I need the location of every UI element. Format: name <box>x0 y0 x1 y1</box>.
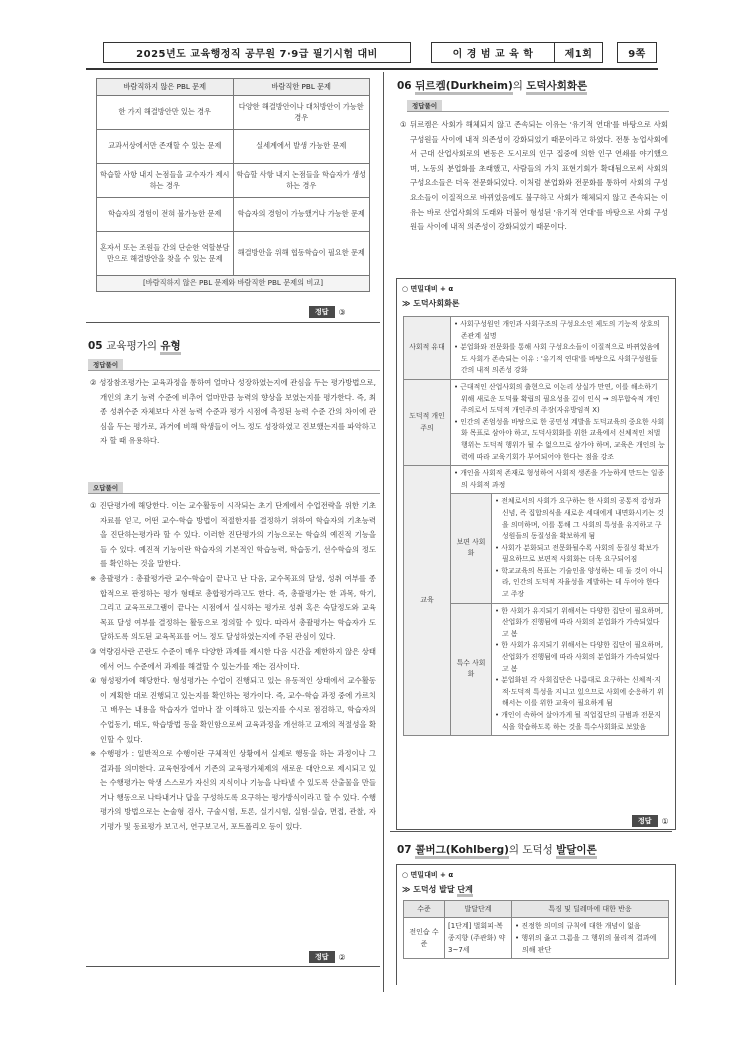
table-cell: 다양한 해결방안이나 대처방안이 가능한 경우 <box>233 96 370 130</box>
list-item: • 분업화된 각 사회집단은 나름대로 요구하는 신체적·지적·도덕적 특성을 지니고 있으므로 사회에 순응하기 위해서는 이를 위한 교육이 필요하게 됨 <box>495 676 664 708</box>
wrong-explanation-pill: 오답풀이 <box>88 482 123 493</box>
question-number: 05 <box>88 340 103 352</box>
answer-tag: 정답 <box>309 306 335 318</box>
correct-explanation-pill: 정답풀이 <box>88 359 123 370</box>
table-header: 특징 및 딜레마에 대한 반응 <box>512 901 669 918</box>
supplement-title-emphasis: 단계 <box>457 885 472 897</box>
answer-badge-q04 <box>309 306 346 318</box>
list-item: • 행위의 옳고 그름을 그 행위의 물리적 결과에 의해 판단 <box>515 934 657 954</box>
table-caption: [바람직하지 않은 PBL 문제와 바람직한 PBL 문제의 비교] <box>97 276 370 292</box>
table-cell: 해결방안을 위해 협동학습이 필요한 문제 <box>233 232 370 276</box>
question-07-title <box>397 842 597 857</box>
answer-number: ② <box>338 952 346 962</box>
theorist-name: 뒤르켐(Durkheim) <box>415 80 513 95</box>
explanation-item: ③ 역량검사란 곤란도 수준이 매우 다양한 과제를 제시한 다음 시간을 제한하지 않은 상태에서 어느 수준에서 과제를 해결할 수 있는가를 재는 검사이다. <box>90 646 376 671</box>
table-cell <box>451 466 669 494</box>
table-header: 수준 <box>404 901 445 918</box>
feature-cell <box>512 918 669 959</box>
explanation-item: ① 진단평가에 해당한다. 이는 교수활동이 시작되는 초기 단계에서 수업전략을 위한 기초자료를 얻고, 어떤 교수-학습 방법이 적절한지를 결정하기 위하여 학습자의 기초능력을 진단하는평가라 할 수 있다. 이러한 진단평가의 기능으로는 학습의 예진적 기능을 들 수 있다. 예진적 기능이란 학습자의 기본적인 학습능력, 학습동기, 선수학습의 정도를 확인하는 것을 말한다. <box>90 501 376 569</box>
supplement-title-text: ≫ 도덕성 발달 <box>402 885 458 894</box>
answer-tag: 정답 <box>632 815 658 827</box>
supplement-header: ○ 면밀대비 + α <box>402 285 454 293</box>
table-row <box>97 96 370 130</box>
list-item: • 학교교육의 목표는 기술인을 양성하는 데 둘 것이 아니라, 인간의 도덕적 자율성을 계발하는 데 두어야 한다고 주장 <box>495 566 664 599</box>
table-cell <box>451 317 669 380</box>
table-row <box>404 317 669 380</box>
table-caption-row <box>97 276 370 292</box>
table-header: 발달단계 <box>445 901 512 918</box>
correct-explanation <box>90 376 376 449</box>
supplement-title: ≫ 도덕사회화론 <box>402 299 460 308</box>
list-item: • 근대적인 산업사회의 출현으로 이논리 상실가 만연, 이를 해소하기 위해 새로운 도덕률 확립의 필요성을 깊이 인식 → 의무합숙적 개인주의로서 도덕적 개인주의 주장(자유방임적 X) <box>454 382 660 415</box>
table-row <box>97 164 370 198</box>
supplement-title <box>402 884 473 895</box>
table-row <box>404 379 669 465</box>
question-title-emphasis: 도덕사회화론 <box>526 80 587 95</box>
question-number: 06 <box>397 80 412 92</box>
correct-explanation <box>400 118 668 235</box>
question-number: 07 <box>397 844 412 856</box>
question-title-emphasis: 유형 <box>160 340 180 355</box>
pill-rule <box>88 493 380 494</box>
pill-rule <box>407 111 669 112</box>
question-06-title <box>397 78 587 93</box>
header-rule <box>86 68 658 70</box>
pbl-comparison-table <box>96 78 370 292</box>
row-label: 특수 사회화 <box>451 603 492 736</box>
question-title: 의 도덕성 <box>508 844 557 856</box>
answer-number: ③ <box>338 307 346 317</box>
exam-title: 2025년도 교육행정직 공무원 7·9급 필기시험 대비 <box>103 42 411 63</box>
correct-explanation-pill: 정답풀이 <box>407 100 442 111</box>
explanation-text: ① 뒤르켐은 사회가 해체되지 않고 존속되는 이유는 '유기적 연대'를 바탕으로 사회구성원들 사이에 내적 의존성이 강화되었기 때문이라고 하였다. 전통 농업사회에서 근대 산업사회로의 변동은 도시로의 인구 집중에 의한 인구 연쇄를 야기했으며, 노동의 분업화를 초래했고, 사람들의 가치 표현기회가 확대됨으로써 사회의 구성요소들은 더욱 전문화되었다. 이처럼 분업화와 전문화를 통하여 사회의 구성요소들이 이질적으로 바뀌었음에도 불구하고 사회가 해체되지 않고 존속되는 이유는 바로 산업사회의 도래와 더불어 형성된 '유기적 연대'를 바탕으로 사회 구성원들 사이에 내적 의존성이 강화되었기 때문이다. <box>400 120 668 232</box>
answer-badge-q06 <box>632 815 669 827</box>
table-cell: 실세계에서 발생 가능한 문제 <box>233 130 370 164</box>
list-item: • 개인이 속하여 살아가게 될 직업집단의 규범과 전문지식을 학습하도록 하는 것을 특수사회화로 보았음 <box>495 711 661 731</box>
table-header-row <box>97 79 370 96</box>
question-title: 교육평가의 <box>106 340 161 352</box>
level-cell: 전인습 수준 <box>404 918 445 959</box>
moral-socialization-table <box>403 316 669 736</box>
list-item: • 인간의 존엄성을 바탕으로 한 공민성 계발을 도덕교육의 중요한 사회화 목표로 삼아야 하고, 도덕사회화를 위한 교육에서 신체적인 처벌행위는 도덕적 행위가 될 수 없으므로 삼가야 하며, 교육은 개인의 능력에 따라 교육기회가 부여되어야 한다는 점을 강조 <box>454 417 665 461</box>
row-label: 교육 <box>404 466 451 736</box>
page-number: 9쪽 <box>617 42 657 63</box>
list-item: • 개인을 사회적 존재로 형성하여 사회적 생존을 가능하게 만드는 일종의 사회적 과정 <box>454 469 665 489</box>
table-cell: 학습자의 경험이 전혀 불가능한 문제 <box>97 198 234 232</box>
list-item: • 전체로서의 사회가 요구하는 한 사회의 공통적 감성과 신념, 즉 집합의식을 새로운 세대에게 내면화시키는 것을 의미하며, 이를 통해 그 사회의 특성을 유지하고 구성원들의 동질성을 확보하게 됨 <box>495 497 664 541</box>
supplement-header: ○ 면밀대비 + α <box>402 871 454 879</box>
theorist-name: 콜버그(Kohlberg) <box>415 844 509 859</box>
table-cell: 혼자서 또는 조원들 간의 단순한 역할분담만으로 해결방안을 찾을 수 있는 문제 <box>97 232 234 276</box>
answer-tag: 정답 <box>309 951 335 963</box>
table-cell: 한 가지 해결방안만 있는 경우 <box>97 96 234 130</box>
question-title: 의 <box>512 80 527 92</box>
table-row <box>404 466 669 494</box>
column-divider <box>383 72 384 992</box>
kohlberg-stage-table <box>403 900 669 959</box>
list-item: • 한 사회가 유지되기 위해서는 다양한 집단이 필요하며, 산업화가 진행됨에 따라 사회의 분업화가 가속되었다고 봄 <box>495 606 664 638</box>
section-divider <box>86 322 380 323</box>
list-item: • 사회가 분화되고 전문화될수록 사회의 동질성 확보가 필요하므로 보편적 사회화는 더욱 요구되어짐 <box>495 543 659 564</box>
table-cell: 학습할 사항 내지 논점들을 교수자가 제시하는 경우 <box>97 164 234 198</box>
row-label: 보편 사회화 <box>451 494 492 603</box>
table-cell: 교과서상에서만 존재할 수 있는 문제 <box>97 130 234 164</box>
list-item: • 한 사회가 유지되기 위해서는 다양한 집단이 필요하며, 산업화가 진행됨에 따라 사회의 분업화가 가속되었다고 봄 <box>495 641 664 673</box>
session-label: 제1회 <box>555 42 603 63</box>
table-cell: 학습할 사항 내지 논점들을 학습자가 생성하는 경우 <box>233 164 370 198</box>
table-header: 바람직하지 않은 PBL 문제 <box>97 79 234 96</box>
author-label: 이 경 범 교 육 학 <box>431 42 555 63</box>
section-divider <box>86 966 380 967</box>
table-cell <box>451 379 669 465</box>
answer-number: ① <box>661 816 669 826</box>
row-label: 사회적 유대 <box>404 317 451 380</box>
table-row <box>97 130 370 164</box>
pill-rule <box>88 370 380 371</box>
section-divider <box>390 831 672 832</box>
wrong-explanation <box>90 499 376 835</box>
explanation-text: ② 성장참조평가는 교육과정을 통하여 얼마나 성장하였는지에 관심을 두는 평가방법으로, 개인의 초기 능력 수준에 비추어 얼마만큼 능력의 향상을 보였는지를 평가한다. 즉, 최종 성취수준 자체보다 사전 능력 수준과 평가 시점에 측정된 능력 수준 간의 차이에 관심을 두는 평가로, 과거에 비해 학생들이 어느 정도 성장하였고 진보했는지를 파악하고자 할 때 유용하다. <box>90 378 376 446</box>
table-cell <box>492 494 669 603</box>
table-row <box>404 918 669 959</box>
table-header-row <box>404 901 669 918</box>
table-row <box>97 232 370 276</box>
list-item: • 사회구성원인 개인과 사회구조의 구성요소인 제도의 기능적 상호의존관계 설명 <box>454 320 660 340</box>
table-header: 바람직한 PBL 문제 <box>233 79 370 96</box>
stage-cell: [1단계] 벌회피·복종지향 (주관화) 약 3~7세 <box>445 918 512 959</box>
answer-badge-q05 <box>309 951 346 963</box>
table-cell <box>492 603 669 736</box>
explanation-item: ※ 총괄평가 : 총괄평가란 교수-학습이 끝나고 난 다음, 교수목표의 달성, 성취 여부를 종합적으로 판정하는 평가 형태로 총합평가라고도 한다. 즉, 총괄평가는 한 과목, 학기, 그리고 교육프로그램이 끝나는 시점에서 실시하는 평가로 성취 혹은 숙달정도와 교육목표 달성 여부를 결정하는 활동으로 정의할 수 있다. 따라서 총괄평가는 학습자가 도달하도록 의도된 교육목표를 어느 정도 달성하였는지에 주된 관심이 있다. <box>90 573 376 642</box>
list-item: • 진정한 의미의 규칙에 대한 개념이 없음 <box>515 922 641 930</box>
explanation-item: ※ 수행평가 : 일반적으로 수행이란 구체적인 상황에서 실제로 행동을 하는 과정이나 그 결과를 의미한다. 교육현장에서 기존의 교육평가체제의 새로운 대안으로 제시되고 있는 수행평가는 학생 스스로가 자신의 지식이나 기능을 나타낼 수 있도록 산출물을 만들거나 행동으로 나타내거나 답을 구성하도록 요구하는 평가방식이라고 할 수 있다. 수행평가의 방법으로는 논술형 검사, 구술시험, 토론, 실기시험, 실험·실습, 면접, 관찰, 자기평가 및 동료평가 보고서, 연구보고서, 포트폴리오 등이 있다. <box>90 749 376 832</box>
list-item: • 분업화와 전문화를 통해 사회 구성요소들이 이질적으로 바뀌었음에도 사회가 존속되는 이유 : '유기적 연대'를 바탕으로 사회구성원들 간의 내적 의존성 강화 <box>454 343 660 375</box>
table-cell: 학습자의 경험이 가능했거나 가능한 문제 <box>233 198 370 232</box>
question-title-emphasis: 발달이론 <box>556 844 597 859</box>
table-row <box>97 198 370 232</box>
row-label: 도덕적 개인 주의 <box>404 379 451 465</box>
explanation-item: ④ 형성평가에 해당한다. 형성평가는 수업이 진행되고 있는 유동적인 상태에서 교수활동이 계획한 대로 진행되고 있는지를 확인하는 평가이다. 즉, 교수-학습 과정 중에 가르치고 배우는 내용을 학습자가 얼마나 잘 이해하고 있는지를 수시로 점검하고, 학습자의 수업동기, 태도, 학습방법 등을 확인함으로써 교육과정을 개선하고 교재의 적절성을 확인할 수 있다. <box>90 676 376 744</box>
question-05-title <box>88 338 181 353</box>
